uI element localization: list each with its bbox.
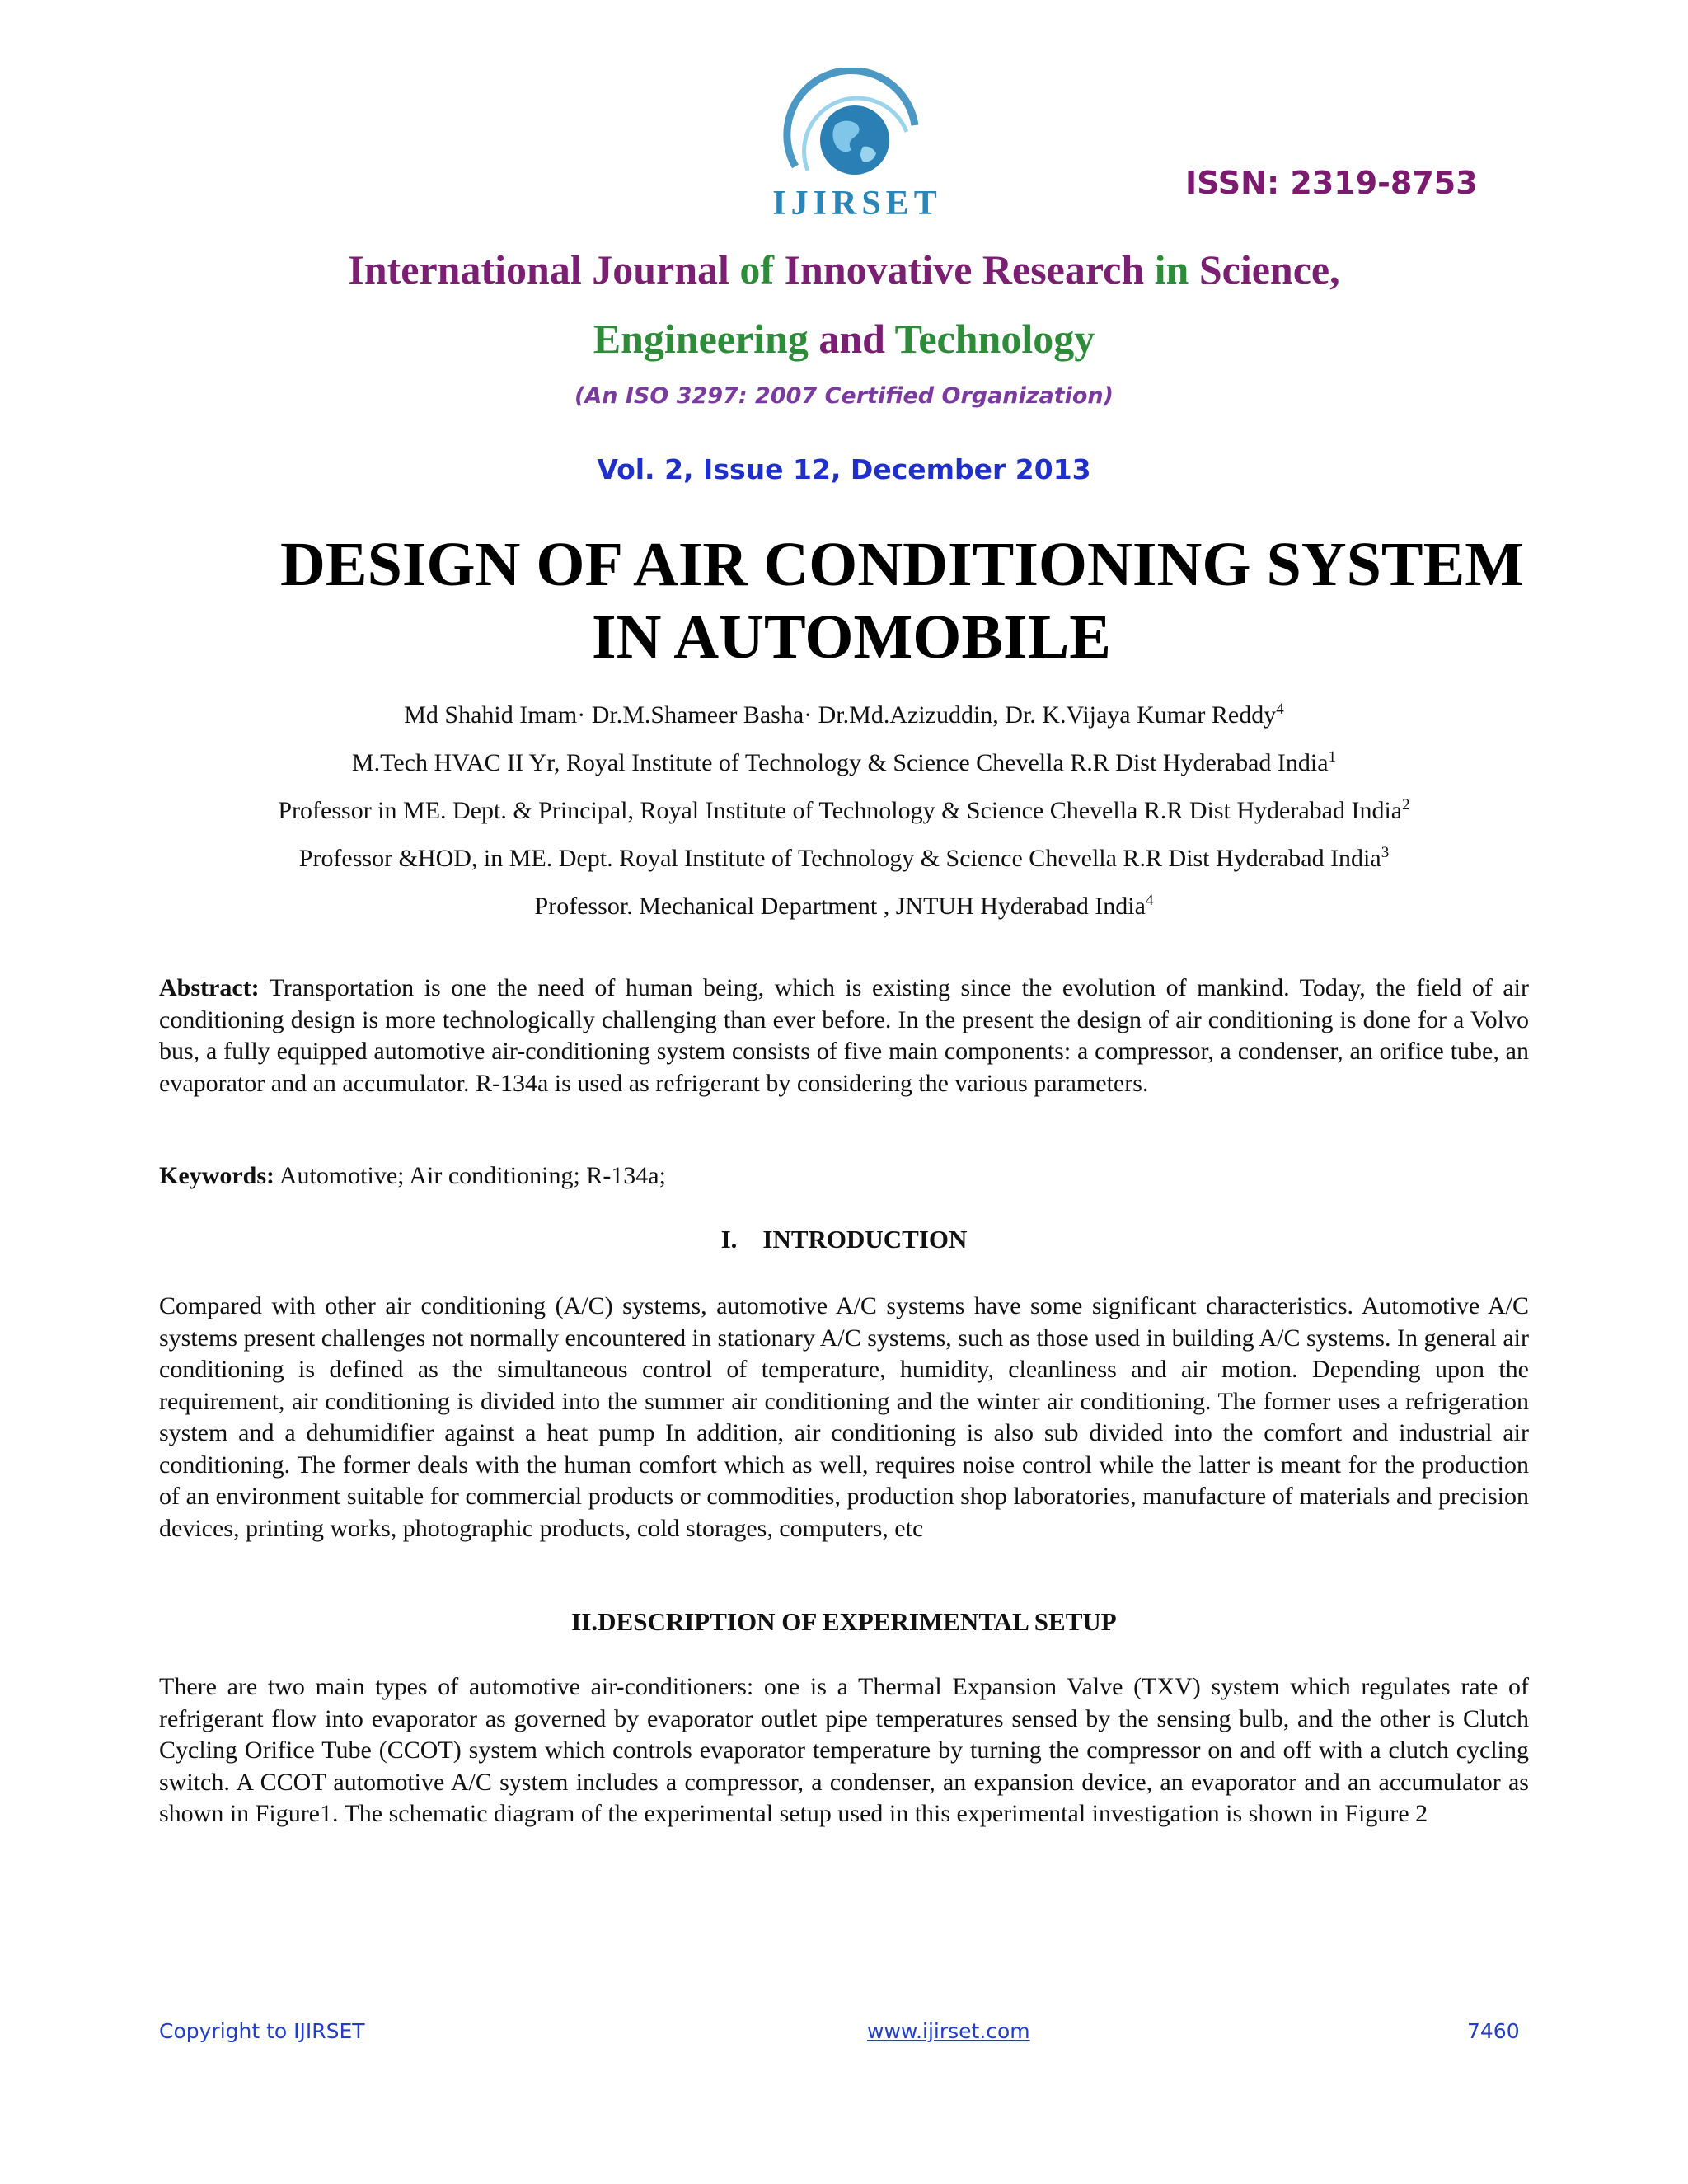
abstract-paragraph bbox=[159, 972, 1529, 1099]
affiliation-2 bbox=[0, 796, 1688, 825]
certification-note: (An ISO 3297: 2007 Certified Organization) bbox=[574, 383, 1114, 409]
affiliation-text: Professor &HOD, in ME. Dept. Royal Institute of Technology & Science Chevella R.R Dist Hyderabad India bbox=[298, 845, 1381, 872]
paper-title-line2: IN AUTOMOBILE bbox=[592, 602, 1111, 672]
journal-title-word: Technology bbox=[894, 316, 1095, 362]
author-list bbox=[0, 701, 1688, 729]
affiliation-superscript: 2 bbox=[1402, 796, 1410, 813]
abstract-label: Abstract: bbox=[159, 974, 260, 1001]
affiliation-1 bbox=[0, 748, 1688, 777]
journal-title-word: Engineering bbox=[593, 316, 809, 362]
keywords-paragraph bbox=[159, 1160, 1529, 1193]
affiliation-text: M.Tech HVAC II Yr, Royal Institute of Technology & Science Chevella R.R Dist Hyderabad India bbox=[351, 749, 1329, 776]
journal-title-word: Journal bbox=[592, 246, 729, 293]
journal-title-word: and bbox=[818, 316, 885, 362]
introduction-paragraph: Compared with other air conditioning (A/C) systems, automotive A/C systems have some significant characteristics. Automotive A/C systems present challenges not normally encountered in stationary A/C systems, such as those used in building A/C systems. In general air conditioning is defined as the simultaneous control of temperature, humidity, cleanliness and air motion. Depending upon the requirement, air conditioning is divided into the summer air conditioning and the winter air conditioning. The former uses a refrigeration system and a dehumidifier against a heat pump In addition, air conditioning is also sub divided into the comfort and industrial air conditioning. The former deals with the human comfort which as well, requires noise control while the latter is meant for the production of an environment suitable for commercial products or commodities, production shop laboratories, manufacture of materials and precision devices, printing works, photographic products, cold storages, computers, etc bbox=[159, 1292, 1529, 1542]
journal-title-word: International bbox=[348, 246, 582, 293]
affiliation-superscript: 4 bbox=[1145, 892, 1154, 909]
footer-website-link[interactable]: www.ijirset.com bbox=[867, 2019, 1030, 2043]
affiliation-4 bbox=[0, 892, 1688, 921]
affiliation-superscript: 3 bbox=[1381, 844, 1390, 861]
keywords-label: Keywords: bbox=[159, 1162, 274, 1189]
experimental-setup-paragraph: There are two main types of automotive air-conditioners: one is a Thermal Expansion Valve (TXV) system which regulates rate of refrigerant flow into evaporator as governed by evaporator outlet pipe temperatures sensed by the sensing bulb, and the other is Clutch Cycling Orifice Tube (CCOT) system which controls evaporator temperature by turning the compressor on and off with a clutch cycling switch. A CCOT automotive A/C system includes a compressor, a condenser, an expansion device, an evaporator and an accumulator as shown in Figure1. The schematic diagram of the experimental setup used in this experimental investigation is shown in Figure 2 bbox=[159, 1673, 1529, 1827]
keywords-text: Automotive; Air conditioning; R-134a; bbox=[274, 1162, 666, 1189]
abstract-text: Transportation is one the need of human being, which is existing since the evolution of mankind. Today, the field of air conditioning design is more technologically challenging than ever before. In the present the design of air conditioning is done for a Volvo bus, a fully equipped automotive air-conditioning system consists of five main components: a compressor, a condenser, an orifice tube, an evaporator and an accumulator. R-134a is used as refrigerant by considering the various parameters. bbox=[159, 974, 1529, 1097]
journal-title-word: of bbox=[739, 246, 775, 293]
journal-title-word: Research bbox=[982, 246, 1145, 293]
affiliation-text: Professor in ME. Dept. & Principal, Royal Institute of Technology & Science Chevella R.R Dist Hyderabad India bbox=[278, 797, 1403, 824]
section-heading-experimental-setup: II.DESCRIPTION OF EXPERIMENTAL SETUP bbox=[571, 1607, 1117, 1636]
logo-text: IJIRSET bbox=[772, 185, 942, 223]
journal-logo bbox=[762, 68, 952, 224]
author-superscript: 4 bbox=[1276, 701, 1284, 718]
journal-title-word: in bbox=[1154, 246, 1189, 293]
affiliation-superscript: 1 bbox=[1328, 748, 1337, 766]
journal-title-word: Innovative bbox=[784, 246, 973, 293]
journal-title-line2 bbox=[0, 315, 1688, 363]
affiliation-text: Professor. Mechanical Department , JNTUH Hyderabad India bbox=[534, 893, 1146, 920]
issn-number: ISSN: 2319-8753 bbox=[1185, 165, 1478, 201]
paper-title-line1: DESIGN OF AIR CONDITIONING SYSTEM bbox=[280, 530, 1525, 599]
footer-copyright: Copyright to IJIRSET bbox=[159, 2019, 365, 2043]
author-names: Md Shahid Imam· Dr.M.Shameer Basha· Dr.Md.Azizuddin, Dr. K.Vijaya Kumar Reddy bbox=[404, 701, 1277, 729]
journal-title-line1 bbox=[0, 246, 1688, 293]
section-heading-introduction: I. INTRODUCTION bbox=[720, 1225, 968, 1254]
journal-title-word: Science, bbox=[1198, 246, 1340, 293]
volume-issue: Vol. 2, Issue 12, December 2013 bbox=[597, 453, 1091, 485]
footer-page-number: 7460 bbox=[1467, 2019, 1520, 2043]
affiliation-3 bbox=[0, 844, 1688, 873]
